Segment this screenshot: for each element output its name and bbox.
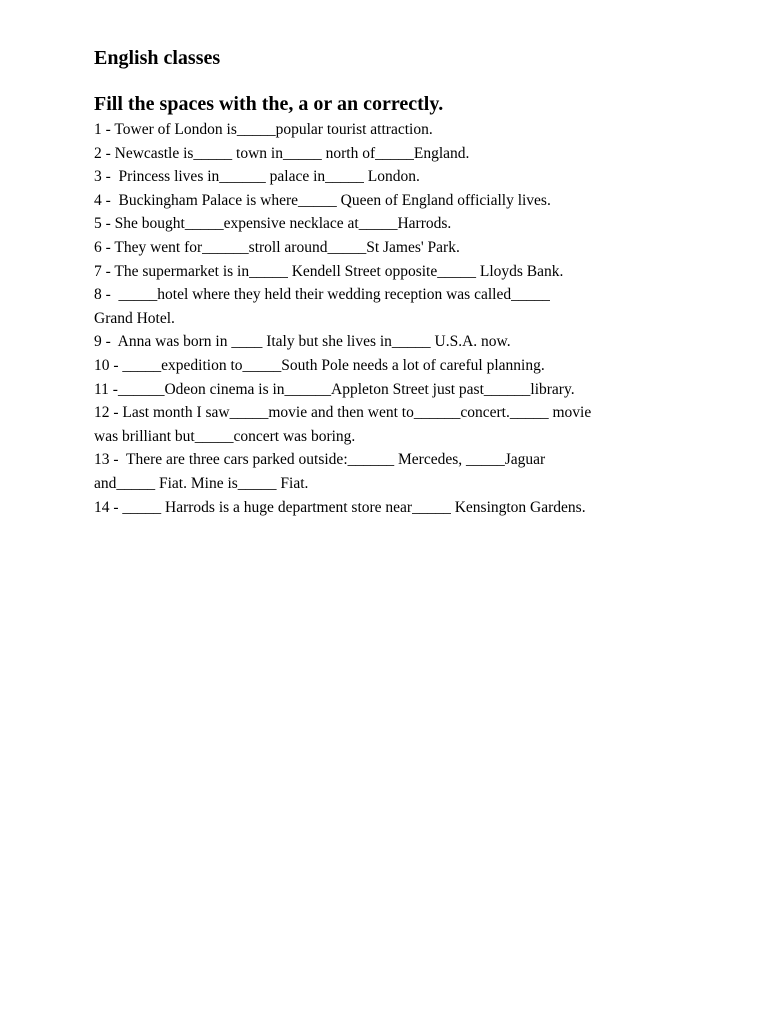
exercise-item-5 (94, 212, 734, 236)
exercise-line: 7 - The supermarket is in_____ Kendell Street opposite_____ Lloyds Bank. (94, 262, 564, 280)
exercise-item-6 (94, 236, 734, 260)
exercise-line: was brilliant but_____concert was boring. (94, 427, 356, 445)
exercise-line: 13 - There are three cars parked outside:______ Mercedes, _____Jaguar (94, 451, 546, 469)
exercise-line: and_____ Fiat. Mine is_____ Fiat. (94, 474, 309, 492)
exercise-item-7 (94, 260, 734, 284)
exercise-line: 9 - Anna was born in ____ Italy but she lives in_____ U.S.A. now. (94, 333, 511, 351)
worksheet (94, 44, 734, 519)
exercise-line: 8 - _____hotel where they held their wedding reception was called_____ (94, 286, 550, 304)
exercise-item-14 (94, 496, 734, 520)
exercise-item-4 (94, 189, 734, 213)
exercise-line: 3 - Princess lives in______ palace in_____ London. (94, 168, 420, 186)
exercise-item-11 (94, 378, 734, 402)
exercise-item-9 (94, 330, 734, 354)
exercise-line: 2 - Newcastle is_____ town in_____ north of_____England. (94, 144, 470, 162)
instruction-text: Fill the spaces with the, a or an correctly. (94, 93, 444, 115)
exercise-item-3 (94, 165, 734, 189)
exercise-item-13 (94, 448, 734, 495)
page-title: English classes (94, 47, 221, 69)
exercise-item-1 (94, 118, 734, 142)
exercise-item-8 (94, 283, 734, 330)
exercise-item-2 (94, 142, 734, 166)
exercise-item-12 (94, 401, 734, 448)
exercise-line: 12 - Last month I saw_____movie and then went to______concert._____ movie (94, 404, 592, 422)
exercise-line: 4 - Buckingham Palace is where_____ Queen of England officially lives. (94, 191, 551, 209)
exercise-list (94, 118, 734, 519)
exercise-line: 6 - They went for______stroll around_____St James' Park. (94, 238, 460, 256)
exercise-line: 14 - _____ Harrods is a huge department store near_____ Kensington Gardens. (94, 498, 586, 516)
exercise-item-10 (94, 354, 734, 378)
exercise-line: 10 - _____expedition to_____South Pole needs a lot of careful planning. (94, 356, 545, 374)
exercise-line: 11 -______Odeon cinema is in______Appleton Street just past______library. (94, 380, 575, 398)
exercise-line: Grand Hotel. (94, 309, 175, 327)
exercise-line: 5 - She bought_____expensive necklace at_____Harrods. (94, 215, 452, 233)
exercise-line: 1 - Tower of London is_____popular tourist attraction. (94, 121, 433, 138)
